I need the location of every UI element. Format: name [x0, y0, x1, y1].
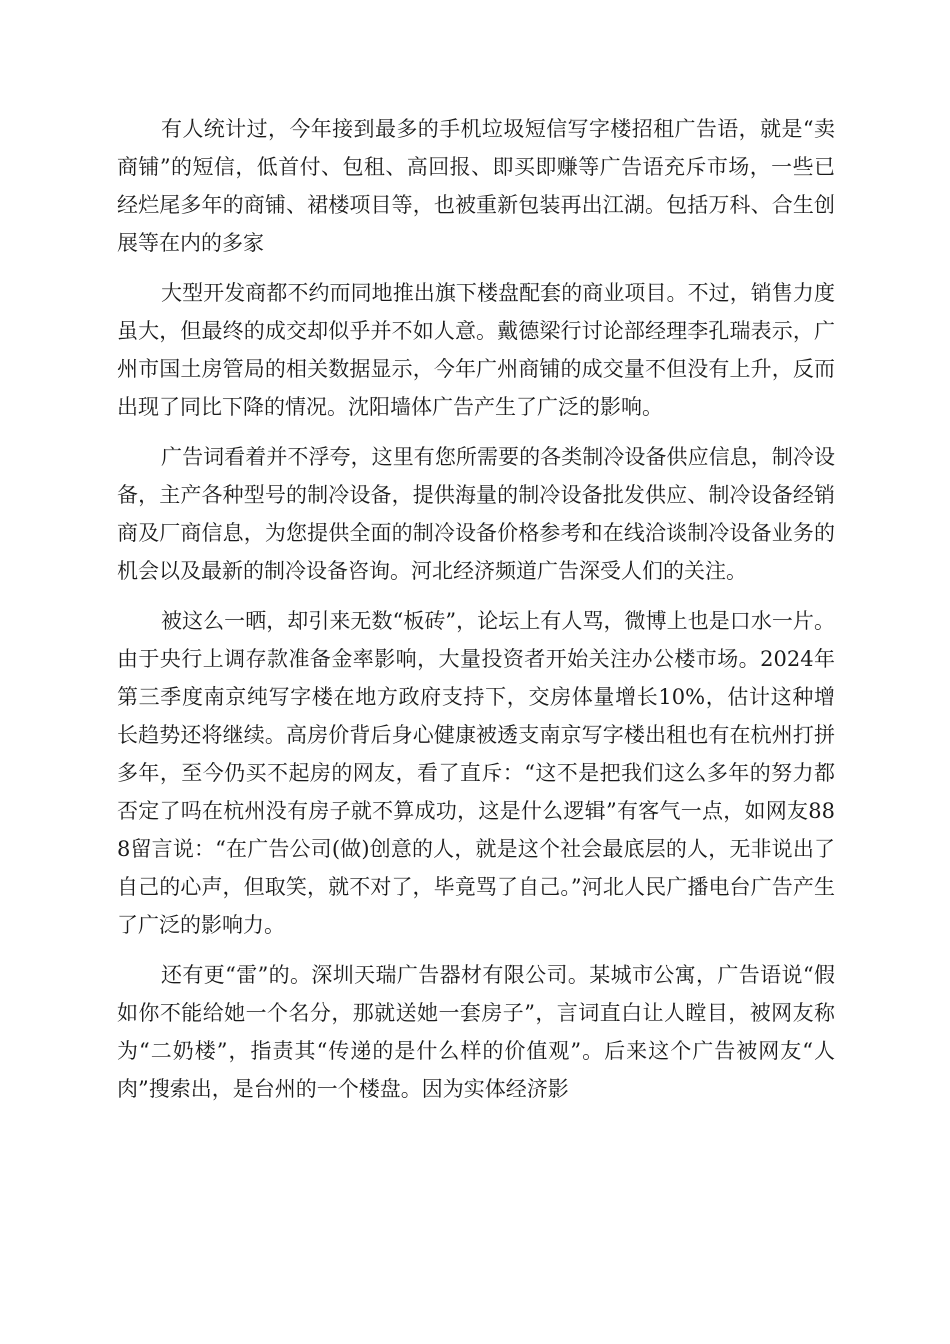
- paragraph-4: 被这么一晒，却引来无数“板砖”，论坛上有人骂，微博上也是口水一片。由于央行上调存款准备金率影响，大量投资者开始关注办公楼市场。2024年第三季度南京纯写字楼在地方政府支持下，交房体量增长10%，估计这种增长趋势还将继续。高房价背后身心健康被透支南京写字楼出租也有在杭州打拼多年，至今仍买不起房的网友，看了直斥：“这不是把我们这么多年的努力都否定了吗在杭州没有房子就不算成功，这是什么逻辑”有客气一点，如网友888留言说：“在广告公司(做)创意的人，就是这个社会最底层的人，无非说出了自己的心声，但取笑，就不对了，毕竟骂了自己。”河北人民广播电台广告产生了广泛的影响力。: [117, 609, 835, 937]
- paragraph-3: 广告词看着并不浮夸，这里有您所需要的各类制冷设备供应信息，制冷设备，主产各种型号的制冷设备，提供海量的制冷设备批发供应、制冷设备经销商及厂商信息，为您提供全面的制冷设备价格参考和在线洽谈制冷设备业务的机会以及最新的制冷设备咨询。河北经济频道广告深受人们的关注。: [117, 445, 835, 583]
- paragraph-5: 还有更“雷”的。深圳天瑞广告器材有限公司。某城市公寓，广告语说“假如你不能给她一个名分，那就送她一套房子”，言词直白让人瞠目，被网友称为“二奶楼”，指责其“传递的是什么样的价值观”。后来这个广告被网友“人肉”搜索出，是台州的一个楼盘。因为实体经济影: [117, 963, 835, 1101]
- paragraph-1: 有人统计过，今年接到最多的手机垃圾短信写字楼招租广告语，就是“卖商铺”的短信，低首付、包租、高回报、即买即赚等广告语充斥市场，一些已经烂尾多年的商铺、裙楼项目等，也被重新包装再出江湖。包括万科、合生创展等在内的多家: [117, 117, 835, 255]
- paragraph-2: 大型开发商都不约而同地推出旗下楼盘配套的商业项目。不过，销售力度虽大，但最终的成交却似乎并不如人意。戴德梁行讨论部经理李孔瑞表示，广州市国土房管局的相关数据显示，今年广州商铺的成交量不但没有上升，反而出现了同比下降的情况。沈阳墙体广告产生了广泛的影响。: [117, 281, 835, 419]
- document-body: [117, 110, 835, 1120]
